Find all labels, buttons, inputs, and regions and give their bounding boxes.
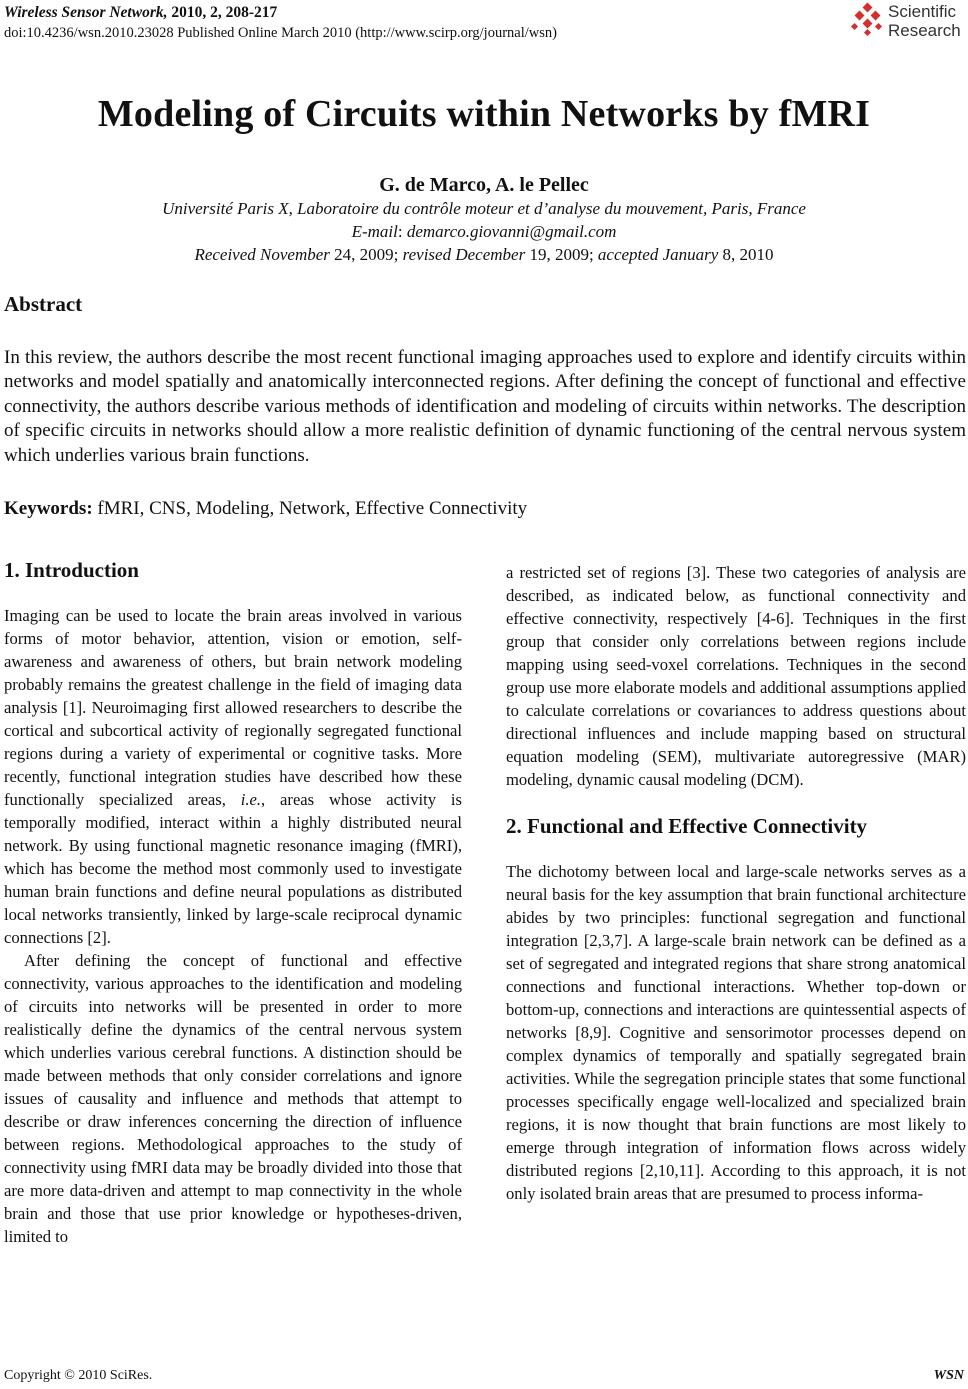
received-dates bbox=[0, 244, 968, 266]
logo-mark-icon bbox=[850, 2, 886, 38]
intro-paragraph-2: After defining the concept of functional and effective connectivity, various approaches to the identification and modeling of circuits into networks will be presented in order to more realistically define the dynamics of the central nervous system which underlies various cerebral functions. A distinction should be made between methods that only consider correlations and ignore issues of causality and influence and methods that attempt to describe or draw inferences concerning the direction of influence between regions. Methodological approaches to the study of connectivity using fMRI data may be broadly divided into those that are more data-driven and attempt to map connectivity in the whole brain and those that use prior knowledge or hypotheses-driven, limited to bbox=[4, 951, 462, 1246]
keywords bbox=[4, 498, 527, 520]
right-continued-paragraph: a restricted set of regions [3]. These two categories of analysis are described, as indicated below, as functional connectivity and effective connectivity, respectively [4-6]. Techniques in the first group that consider only correlations between regions include mapping using seed-voxel correlations. Techniques in the second group use more elaborate models and additional assumptions applied to calculate correlations or covariances to address questions about directional influences and include mapping based on structural equation modeling (SEM), multivariate autoregressive (MAR) modeling, dynamic causal modeling (DCM). bbox=[506, 563, 966, 789]
publisher-logo bbox=[850, 2, 968, 42]
doi-line: doi:10.4236/wsn.2010.23028 Published Online March 2010 (http://www.scirp.org/journal/wsn) bbox=[4, 25, 557, 41]
revised-label: revised December bbox=[402, 245, 526, 264]
email-value: demarco.giovanni@gmail.com bbox=[406, 222, 617, 241]
accepted-label: accepted January bbox=[597, 245, 719, 264]
footer-journal-abbr: WSN bbox=[933, 1368, 964, 1383]
journal-header bbox=[4, 2, 557, 44]
logo-text-line1: Scientific bbox=[888, 2, 957, 21]
intro-p1-text-b: , areas whose activity is temporally modified, interact within a highly distributed neural network. By using functional magnetic resonance imaging (fMRI), which has become the method most commonly used to investigate human brain functions and define neural populations as distributed local networks transiently, linked by large-scale reciprocal dynamic connections [2]. bbox=[4, 790, 462, 947]
section-heading-connectivity: 2. Functional and Effective Connectivity bbox=[506, 814, 868, 838]
right-column bbox=[506, 561, 966, 1205]
logo-text bbox=[888, 2, 961, 40]
paper-title: Modeling of Circuits within Networks by fMRI bbox=[97, 93, 871, 135]
email-label: E-mail bbox=[351, 222, 398, 241]
received-date: 24, 2009; bbox=[329, 245, 403, 264]
keywords-label: Keywords: bbox=[4, 498, 93, 519]
paper-authors: G. de Marco, A. le Pellec bbox=[379, 174, 589, 196]
accepted-date: 8, 2010 bbox=[718, 245, 774, 264]
abstract-text: In this review, the authors describe the most recent functional imaging approaches used to explore and identify circuits within networks and model spatially and anatomically interconnected regions. After defining the concept of functional and effective connectivity, the authors describe various methods of identification and modeling of circuits within networks. The description of specific circuits in networks should allow a more realistic definition of dynamic functioning of the central nervous system which underlies various brain functions. bbox=[4, 347, 966, 466]
intro-p1-text-a: Imaging can be used to locate the brain areas involved in various forms of motor behavior, attention, vision or emotion, self-awareness and awareness of others, but brain network modeling probably remains the greatest challenge in the field of imaging data analysis [1]. Neuroimaging first allowed researchers to describe the cortical and subcortical activity of regionally segregated functional regions during a variety of experimental or cognitive tasks. More recently, functional integration studies have described how these functionally specialized areas, bbox=[4, 606, 462, 809]
journal-volume: 2010, 2, 208-217 bbox=[171, 4, 278, 21]
author-email: E-mail: demarco.giovanni@gmail.com bbox=[351, 222, 617, 241]
footer-copyright: Copyright © 2010 SciRes. bbox=[4, 1368, 153, 1383]
section-heading-introduction: 1. Introduction bbox=[4, 558, 139, 582]
intro-p1-ie: i.e. bbox=[240, 790, 262, 809]
received-label: Received November bbox=[194, 245, 330, 264]
intro-paragraph-1 bbox=[4, 604, 462, 949]
keywords-text: fMRI, CNS, Modeling, Network, Effective Connectivity bbox=[92, 498, 528, 519]
connectivity-paragraph: The dichotomy between local and large-scale networks serves as a neural basis for the key assumption that brain functional architecture abides by two principles: functional segregation and functional integration [2,3,7]. A large-scale brain network can be defined as a set of segregated and integrated regions that share strong anatomical connections and functional interactions. Whether top-down or bottom-up, connections and interactions are quintessential aspects of networks [8,9]. Cognitive and sensorimotor processes depend on complex dynamics of temporally and spatially segregated brain activities. While the segregation principle states that some functional processes specifically engage well-localized and specialized brain regions, it is now thought that brain functions are most likely to emerge through integration of information flows across widely distributed regions [2,10,11]. According to this approach, it is not only isolated brain areas that are presumed to process informa- bbox=[506, 862, 966, 1203]
journal-name: Wireless Sensor Network, bbox=[4, 4, 168, 21]
revised-date: 19, 2009; bbox=[525, 245, 598, 264]
author-affiliation: Université Paris X, Laboratoire du contrôle moteur et d’analyse du mouvement, Paris, France bbox=[162, 199, 806, 218]
logo-text-line2: Research bbox=[888, 21, 961, 40]
left-column bbox=[4, 559, 462, 1248]
abstract-heading: Abstract bbox=[4, 292, 83, 316]
